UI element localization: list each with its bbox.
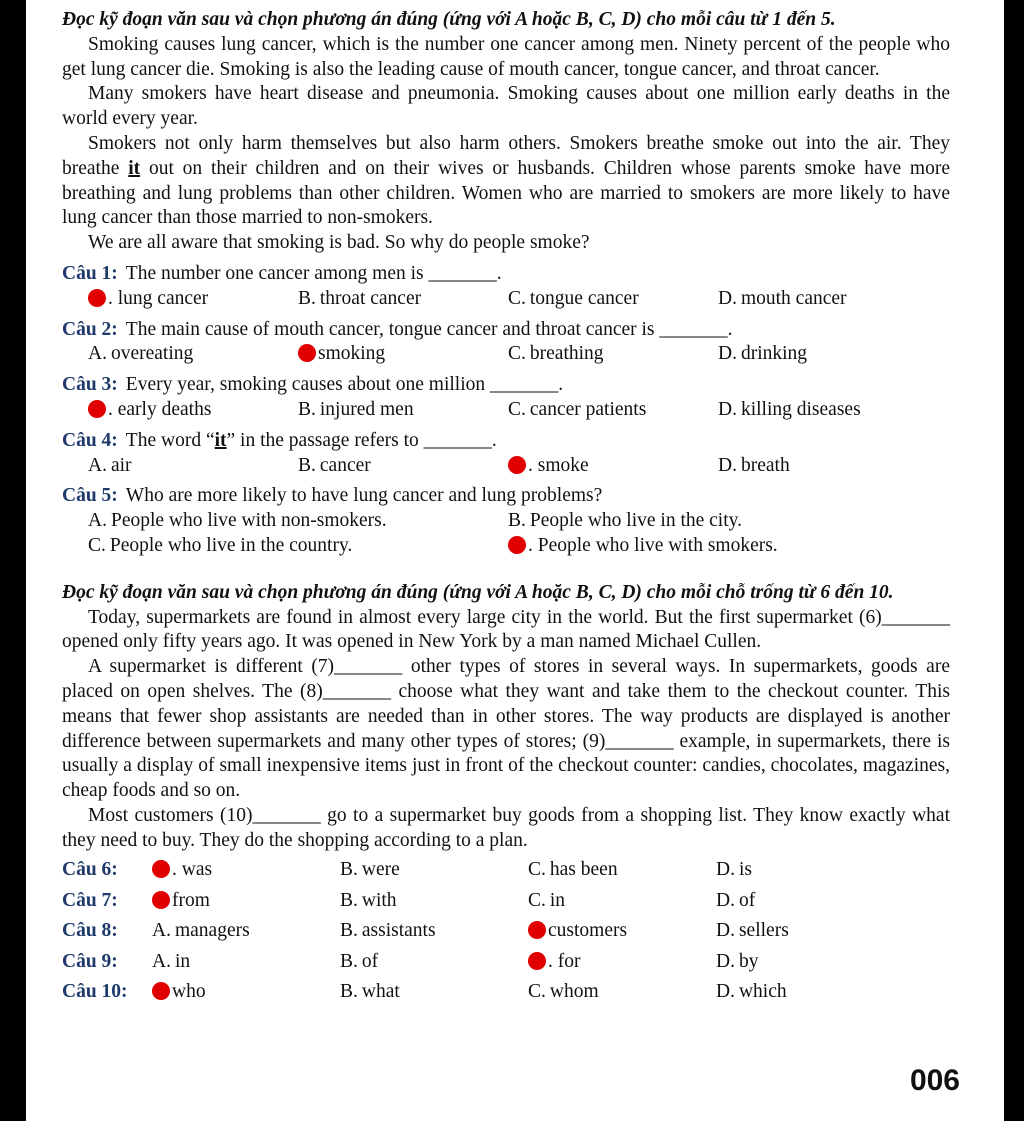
option-text: air [110, 454, 132, 476]
option-text: who [172, 981, 206, 1003]
option-text: cancer [319, 454, 371, 476]
question-number: Câu 2: [62, 318, 118, 340]
option-letter: C. [508, 398, 526, 420]
option-letter: B. [340, 859, 358, 881]
option-letter: B. [298, 454, 316, 476]
answer-mark-icon [528, 952, 546, 970]
option-text: were [361, 859, 400, 881]
answer-option[interactable] [152, 858, 340, 883]
answer-mark-icon [152, 891, 170, 909]
option-text: from [172, 889, 210, 911]
question-stem [62, 262, 950, 287]
passage1-paragraph: Many smokers have heart disease and pneumonia. Smoking causes about one million early deaths in the world every year. [62, 83, 950, 130]
answer-mark-icon [152, 982, 170, 1000]
page-code: 006 [909, 1064, 960, 1097]
question-10 [62, 978, 950, 1009]
option-letter: B. [298, 287, 316, 309]
option-text: customers [548, 920, 628, 942]
option-text: which [738, 981, 787, 1003]
option-letter: B. [340, 920, 358, 942]
option-letter: C. [528, 859, 546, 881]
option-text: breathing [529, 343, 604, 365]
option-text: what [361, 981, 400, 1003]
option-text: smoking [318, 343, 386, 365]
option-text: injured men [319, 398, 414, 420]
question-4 [62, 429, 950, 479]
passage1-p3-part-a: They breathe [62, 132, 950, 179]
option-text: breath [740, 454, 790, 476]
option-text: whom [549, 981, 599, 1003]
question-9 [62, 947, 950, 978]
answer-option[interactable] [718, 454, 928, 479]
question-2 [62, 318, 950, 368]
answer-option[interactable] [508, 398, 718, 423]
section1-heading: Đọc kỹ đoạn văn sau và chọn phương án đúng (ứng với A hoặc B, C, D) cho mỗi câu từ 1 đến 5. [62, 9, 836, 30]
answer-option[interactable] [88, 509, 508, 534]
question-text: The word “ [125, 429, 215, 451]
answer-option[interactable] [340, 858, 528, 883]
question-8 [62, 917, 950, 948]
answer-mark-icon [88, 289, 106, 307]
option-text: People who live in the country. [109, 534, 353, 556]
answer-option[interactable] [152, 889, 340, 914]
option-letter: B. [298, 398, 316, 420]
option-text: is [738, 859, 752, 881]
option-text: . early deaths [108, 398, 212, 420]
passage1-p3-part-b: out on their children and on their wives or husbands. Children whose parents smoke have more breathing and lung problems than other children. Women who are married to smokers are more likely to have lung cancer than those married to non-smokers. [62, 157, 950, 229]
section1-questions [62, 262, 950, 559]
answer-mark-icon [508, 536, 526, 554]
passage1-p3-sentence1: Smokers not only harm themselves but also harm others. Smokers breathe smoke out into the air. [88, 132, 902, 154]
option-text: . was [172, 859, 213, 881]
question-stem [62, 373, 950, 398]
option-text: of [738, 889, 756, 911]
option-text: People who live in the city. [529, 510, 743, 532]
option-letter: D. [718, 287, 737, 309]
answer-option[interactable] [528, 950, 716, 975]
option-letter: D. [716, 981, 735, 1003]
passage1-paragraph: We are all aware that smoking is bad. So why do people smoke? [88, 232, 590, 254]
answer-option[interactable] [528, 919, 716, 944]
question-number: Câu 1: [62, 262, 118, 284]
answer-option[interactable] [152, 919, 340, 944]
answer-option[interactable] [718, 287, 928, 312]
option-text: managers [174, 920, 250, 942]
option-text: killing diseases [740, 398, 861, 420]
option-letter: A. [88, 343, 107, 365]
answer-mark-icon [298, 344, 316, 362]
answer-option[interactable] [716, 950, 904, 975]
answer-option[interactable] [508, 509, 928, 534]
passage2-paragraph: Most customers (10)_______ go to a supermarket buy goods from a shopping list. They know exactly what they need to buy. They do the shopping according to a plan. [62, 804, 950, 851]
answer-option[interactable] [340, 919, 528, 944]
question-stem [62, 429, 950, 454]
answer-option[interactable] [508, 534, 928, 559]
option-text: . smoke [528, 454, 589, 476]
option-letter: D. [718, 454, 737, 476]
option-letter: A. [88, 510, 107, 532]
answer-option[interactable] [298, 342, 508, 367]
option-text: sellers [738, 920, 789, 942]
option-letter: C. [508, 343, 526, 365]
question-number: Câu 7: [62, 889, 118, 911]
option-letter: C. [508, 287, 526, 309]
answer-option[interactable] [88, 454, 298, 479]
option-letter: C. [88, 534, 106, 556]
answer-option[interactable] [716, 858, 904, 883]
question-text: Who are more likely to have lung cancer and lung problems? [125, 485, 603, 507]
answer-option[interactable] [718, 398, 928, 423]
options-row [62, 454, 950, 479]
passage2-paragraph: A supermarket is different (7)_______ other types of stores in several ways. In supermarkets, goods are placed on open shelves. The (8)_______ choose what they want and take them to the checkout counter. This means that fewer shop assistants are needed than in other stores. The way products are displayed is another difference between supermarkets and many other types of stores; (9)_______ example, in supermarkets, there is usually a display of small inexpensive items just in front of the checkout counter: candies, chocolates, magazines, cheap foods and so on. [62, 656, 950, 802]
underlined-it: it [214, 429, 227, 451]
options-row [62, 398, 950, 423]
option-letter: D. [716, 859, 735, 881]
answer-option[interactable] [298, 287, 508, 312]
question-number: Câu 8: [62, 920, 118, 942]
option-letter: C. [528, 981, 546, 1003]
option-letter: A. [88, 454, 107, 476]
question-number: Câu 9: [62, 950, 118, 972]
answer-option[interactable] [88, 534, 508, 559]
option-text: of [361, 950, 379, 972]
document-content [62, 8, 950, 1008]
answer-option[interactable] [88, 287, 298, 312]
answer-option[interactable] [340, 950, 528, 975]
answer-option[interactable] [298, 398, 508, 423]
answer-option[interactable] [716, 980, 904, 1005]
answer-mark-icon [528, 921, 546, 939]
answer-option[interactable] [718, 342, 928, 367]
option-letter: D. [716, 889, 735, 911]
answer-option[interactable] [340, 889, 528, 914]
document-page [26, 0, 1004, 1121]
options-row [62, 287, 950, 312]
question-number: Câu 5: [62, 485, 118, 507]
option-letter: B. [340, 889, 358, 911]
answer-option[interactable] [152, 980, 340, 1005]
option-letter: A. [152, 950, 171, 972]
question-6 [62, 856, 950, 887]
question-number: Câu 6: [62, 859, 118, 881]
options-row [62, 509, 950, 534]
option-letter: B. [340, 950, 358, 972]
answer-option[interactable] [152, 950, 340, 975]
answer-option[interactable] [508, 454, 718, 479]
section2-questions [62, 856, 950, 1009]
question-number: Câu 10: [62, 981, 128, 1003]
option-letter: B. [508, 510, 526, 532]
options-row [62, 534, 950, 559]
answer-option[interactable] [716, 889, 904, 914]
answer-option[interactable] [508, 342, 718, 367]
answer-option[interactable] [88, 342, 298, 367]
option-letter: D. [718, 343, 737, 365]
option-letter: A. [152, 920, 171, 942]
option-letter: D. [716, 950, 735, 972]
question-3 [62, 373, 950, 423]
option-text: . People who live with smokers. [528, 534, 778, 556]
section2-heading: Đọc kỹ đoạn văn sau và chọn phương án đúng (ứng với A hoặc B, C, D) cho mỗi chỗ trống từ 6 đến 10. [62, 581, 894, 603]
option-text: cancer patients [529, 398, 647, 420]
answer-option[interactable] [528, 889, 716, 914]
option-text: has been [549, 859, 618, 881]
option-letter: C. [528, 889, 546, 911]
option-text: in [174, 950, 191, 972]
answer-option[interactable] [340, 980, 528, 1005]
answer-mark-icon [508, 456, 526, 474]
passage1-paragraph [62, 132, 950, 231]
passage1-paragraph: Smoking causes lung cancer, which is the number one cancer among men. Ninety percent of the people who get lung cancer die. Smoking is also the leading cause of mouth cancer, tongue cancer, and throat cancer. [62, 33, 950, 80]
option-text: People who live with non-smokers. [110, 510, 387, 532]
question-text: The number one cancer among men is _______. [125, 262, 502, 284]
answer-option[interactable] [298, 454, 508, 479]
option-text: . lung cancer [108, 287, 209, 309]
answer-option[interactable] [716, 919, 904, 944]
option-text: in [549, 889, 566, 911]
option-text: tongue cancer [529, 287, 639, 309]
option-text: drinking [740, 343, 808, 365]
option-text: . for [548, 950, 581, 972]
option-text: throat cancer [319, 287, 422, 309]
question-number: Câu 3: [62, 374, 118, 396]
options-row [62, 342, 950, 367]
question-stem [62, 484, 950, 509]
answer-option[interactable] [88, 398, 298, 423]
answer-mark-icon [152, 860, 170, 878]
option-text: by [738, 950, 759, 972]
question-1 [62, 262, 950, 312]
answer-option[interactable] [528, 980, 716, 1005]
answer-option[interactable] [528, 858, 716, 883]
question-5 [62, 484, 950, 558]
option-text: assistants [361, 920, 436, 942]
question-text: ” in the passage refers to _______. [226, 429, 497, 451]
question-7 [62, 886, 950, 917]
option-letter: B. [340, 981, 358, 1003]
option-text: mouth cancer [740, 287, 847, 309]
option-text: overeating [110, 343, 194, 365]
underlined-it: it [128, 157, 141, 179]
option-letter: D. [718, 398, 737, 420]
option-text: with [361, 889, 397, 911]
answer-mark-icon [88, 400, 106, 418]
answer-option[interactable] [508, 287, 718, 312]
question-text: Every year, smoking causes about one million _______. [125, 374, 564, 396]
option-letter: D. [716, 920, 735, 942]
question-stem [62, 318, 950, 343]
question-number: Câu 4: [62, 429, 118, 451]
question-text: The main cause of mouth cancer, tongue cancer and throat cancer is _______. [125, 318, 733, 340]
passage2-paragraph: Today, supermarkets are found in almost every large city in the world. But the first supermarket (6)_______ opened only fifty years ago. It was opened in New York by a man named Michael Cullen. [62, 606, 950, 653]
